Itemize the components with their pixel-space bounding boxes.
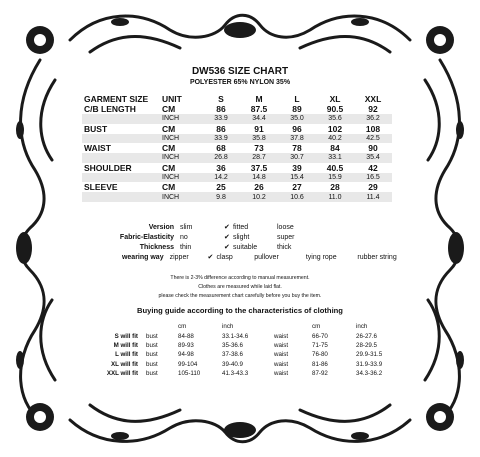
header-garment-size: GARMENT SIZE xyxy=(84,94,149,104)
measurement-label: C/B LENGTH xyxy=(84,104,136,114)
feature-option xyxy=(180,244,224,251)
inch-range: 41.3-43.3 xyxy=(222,370,249,378)
size-value-l: 35.0 xyxy=(278,114,316,124)
size-table-row xyxy=(82,192,392,202)
size-value-s: 9.8 xyxy=(202,192,240,202)
size-value-l: 27 xyxy=(292,182,302,193)
size-value-s: 26.8 xyxy=(202,153,240,163)
size-value-l: 10.6 xyxy=(278,192,316,202)
feature-label: wearing way xyxy=(121,253,164,261)
feature-option-label: thick xyxy=(277,243,292,251)
body-part: bust xyxy=(146,360,158,368)
size-value-m: 26 xyxy=(254,182,264,193)
feature-row xyxy=(100,232,400,242)
size-value-s: 33.9 xyxy=(202,134,240,144)
unit-label: INCH xyxy=(160,134,202,144)
feature-option xyxy=(180,224,224,231)
unit-label: CM xyxy=(162,104,176,114)
measurement-label xyxy=(82,192,160,202)
feature-row xyxy=(100,242,400,252)
feature-list xyxy=(100,222,400,262)
feature-option xyxy=(268,244,328,251)
size-table xyxy=(82,94,392,202)
size-value-s: 25 xyxy=(216,182,226,193)
size-table-row xyxy=(82,124,392,134)
body-part: bust xyxy=(146,351,158,359)
feature-option xyxy=(245,254,297,261)
feature-option-label: clasp xyxy=(216,253,233,261)
guide-header-cell xyxy=(144,322,176,331)
fit-label: XL will fit xyxy=(110,360,138,368)
inch-range: 31.9-33.9 xyxy=(356,360,383,368)
size-value-xxl: 90 xyxy=(368,143,378,154)
fit-label: XXL will fit xyxy=(106,370,138,378)
body-part: waist xyxy=(274,332,289,340)
size-value-xxl: 11.4 xyxy=(354,192,392,202)
feature-row xyxy=(100,222,400,232)
buying-guide-row xyxy=(84,331,404,340)
inch-range: 33.1-34.6 xyxy=(222,332,249,340)
body-part: waist xyxy=(274,351,289,359)
cm-range: 76-80 xyxy=(312,351,328,359)
size-value-xxl: 29 xyxy=(368,182,378,193)
feature-option xyxy=(224,233,268,241)
header-size-m: M xyxy=(255,94,263,104)
size-value-m: 14.8 xyxy=(240,173,278,183)
size-value-xxl: 35.4 xyxy=(354,153,392,163)
feature-option-label: pullover xyxy=(254,253,279,261)
body-part: bust xyxy=(146,332,158,340)
guide-header-cell xyxy=(272,322,310,331)
header-size-l: L xyxy=(294,94,300,104)
cm-range: 99-104 xyxy=(178,360,198,368)
feature-option-label: thin xyxy=(180,243,192,251)
size-value-xl: 28 xyxy=(330,182,340,193)
feature-option xyxy=(180,234,224,241)
checkmark-icon: ✔ xyxy=(207,254,214,261)
unit-label: INCH xyxy=(160,173,202,183)
unit-label: CM xyxy=(162,162,176,173)
cm-range: 84-88 xyxy=(178,332,194,340)
size-value-xxl: 42.5 xyxy=(354,134,392,144)
feature-option xyxy=(224,223,268,231)
size-value-m: 10.2 xyxy=(240,192,278,202)
checkmark-icon: ✔ xyxy=(224,244,230,251)
size-value-s: 33.9 xyxy=(202,114,240,124)
feature-option xyxy=(224,243,268,251)
body-part: waist xyxy=(274,370,289,378)
header-unit: UNIT xyxy=(162,94,182,104)
feature-option xyxy=(268,224,328,231)
feature-label: Version xyxy=(148,223,174,231)
feature-option-label: suitable xyxy=(233,243,258,251)
size-value-xl: 40.2 xyxy=(316,134,354,144)
guide-header-inch: inch xyxy=(356,323,368,331)
inch-range: 34.3-36.2 xyxy=(356,370,383,378)
feature-option-label: tying rope xyxy=(305,253,337,261)
inch-range: 37-38.6 xyxy=(222,351,243,359)
feature-option-label: zipper xyxy=(169,253,189,261)
note-line: please check the measurement chart carefully before you buy the item. xyxy=(158,293,322,299)
chart-title: DW536 SIZE CHART xyxy=(191,66,289,77)
measurement-label: BUST xyxy=(84,123,108,134)
buying-guide-table xyxy=(84,322,404,378)
size-value-s: 36 xyxy=(216,162,226,173)
measurement-label: SLEEVE xyxy=(84,182,118,193)
measurement-label xyxy=(82,114,160,124)
feature-row xyxy=(100,252,400,262)
size-table-row xyxy=(82,104,392,114)
measurement-label: WAIST xyxy=(84,143,111,154)
measurement-label xyxy=(82,134,160,144)
buying-guide-row xyxy=(84,341,404,350)
size-value-m: 73 xyxy=(254,143,264,154)
cm-range: 81-86 xyxy=(312,360,328,368)
size-value-xxl: 36.2 xyxy=(354,114,392,124)
header-size-xxl: XXL xyxy=(364,94,382,104)
body-part: waist xyxy=(274,341,289,349)
size-value-m: 34.4 xyxy=(240,114,278,124)
body-part: bust xyxy=(146,341,158,349)
checkmark-icon: ✔ xyxy=(224,224,230,231)
size-value-s: 14.2 xyxy=(202,173,240,183)
measurement-label xyxy=(82,153,160,163)
cm-range: 105-110 xyxy=(178,370,201,378)
cm-range: 87-92 xyxy=(312,370,328,378)
size-chart-card xyxy=(72,64,408,394)
feature-option-label: super xyxy=(277,233,295,241)
size-value-l: 89 xyxy=(292,104,302,114)
guide-header-cm: cm xyxy=(178,323,187,331)
inch-range: 26-27.6 xyxy=(356,332,377,340)
size-value-m: 35.8 xyxy=(240,134,278,144)
cm-range: 71-75 xyxy=(312,341,328,349)
feature-option xyxy=(297,254,349,261)
size-value-l: 96 xyxy=(292,123,302,134)
feature-option-label: loose xyxy=(277,223,294,231)
fit-label: S will fit xyxy=(114,332,138,340)
feature-option-label: no xyxy=(180,233,188,241)
size-table-row xyxy=(82,153,392,163)
buying-guide-body xyxy=(84,322,404,378)
buying-guide-title: Buying guide according to the characteristics of clothing xyxy=(137,306,343,315)
unit-label: INCH xyxy=(160,114,202,124)
measurement-notes xyxy=(72,274,408,301)
measurement-label: SHOULDER xyxy=(84,162,132,173)
size-value-s: 86 xyxy=(216,104,226,114)
fit-label: M will fit xyxy=(113,341,138,349)
unit-label: CM xyxy=(162,143,176,154)
size-table-row xyxy=(82,143,392,153)
feature-label: Fabric-Elasticity xyxy=(119,233,174,241)
size-table-row xyxy=(82,163,392,173)
size-value-xxl: 42 xyxy=(368,162,378,173)
note-line: Clothes are measured while laid flat. xyxy=(198,284,282,290)
size-value-xxl: 108 xyxy=(365,123,381,134)
inch-range: 28-29.5 xyxy=(356,341,377,349)
checkmark-icon: ✔ xyxy=(224,234,230,241)
material-composition: POLYESTER 65% NYLON 35% xyxy=(189,79,291,86)
size-value-xl: 15.9 xyxy=(316,173,354,183)
guide-header-cell xyxy=(84,322,144,331)
buying-guide-header xyxy=(84,322,404,331)
unit-label: CM xyxy=(162,182,176,193)
buying-guide-row xyxy=(84,369,404,378)
size-value-l: 15.4 xyxy=(278,173,316,183)
unit-label: CM xyxy=(162,123,176,134)
size-value-xl: 84 xyxy=(330,143,340,154)
size-value-s: 68 xyxy=(216,143,226,154)
size-table-row xyxy=(82,173,392,183)
inch-range: 35-36.6 xyxy=(222,341,243,349)
size-value-m: 87.5 xyxy=(250,104,268,114)
size-value-l: 37.8 xyxy=(278,134,316,144)
note-line: There is 2-3% difference according to manual measurement. xyxy=(170,275,310,281)
size-value-xxl: 92 xyxy=(368,104,378,114)
size-value-xl: 102 xyxy=(327,123,343,134)
size-table-header xyxy=(82,94,392,104)
size-table-row xyxy=(82,134,392,144)
fit-label: L will fit xyxy=(115,351,138,359)
unit-label: INCH xyxy=(160,153,202,163)
size-value-xl: 90.5 xyxy=(326,104,344,114)
inch-range: 39-40.9 xyxy=(222,360,243,368)
cm-range: 94-98 xyxy=(178,351,194,359)
size-value-l: 39 xyxy=(292,162,302,173)
size-table-row xyxy=(82,114,392,124)
size-value-s: 86 xyxy=(216,123,226,134)
feature-option-label: slim xyxy=(180,223,193,231)
feature-option-label: rubber string xyxy=(357,253,397,261)
measurement-label xyxy=(82,173,160,183)
size-value-m: 28.7 xyxy=(240,153,278,163)
feature-option-label: fitted xyxy=(233,223,249,231)
feature-option xyxy=(170,254,208,261)
cm-range: 66-70 xyxy=(312,332,328,340)
buying-guide-row xyxy=(84,360,404,369)
feature-option xyxy=(207,253,245,261)
size-value-l: 78 xyxy=(292,143,302,154)
size-value-xl: 40.5 xyxy=(326,162,344,173)
guide-header-inch: inch xyxy=(222,323,234,331)
inch-range: 29.9-31.5 xyxy=(356,351,383,359)
size-value-xl: 11.0 xyxy=(316,192,354,202)
size-value-xxl: 16.5 xyxy=(354,173,392,183)
size-value-m: 91 xyxy=(254,123,264,134)
buying-guide-row xyxy=(84,350,404,359)
size-table-row xyxy=(82,182,392,192)
feature-option xyxy=(268,234,328,241)
size-value-m: 37.5 xyxy=(250,162,268,173)
cm-range: 89-93 xyxy=(178,341,194,349)
size-value-xl: 35.6 xyxy=(316,114,354,124)
guide-header-cm: cm xyxy=(312,323,321,331)
feature-option xyxy=(348,254,400,261)
feature-label: Thickness xyxy=(139,243,174,251)
unit-label: INCH xyxy=(160,192,202,202)
body-part: waist xyxy=(274,360,289,368)
size-value-xl: 33.1 xyxy=(316,153,354,163)
header-size-s: S xyxy=(218,94,224,104)
header-size-xl: XL xyxy=(329,94,341,104)
size-table-body xyxy=(82,94,392,202)
size-value-l: 30.7 xyxy=(278,153,316,163)
body-part: bust xyxy=(146,370,158,378)
feature-option-label: slight xyxy=(233,233,250,241)
